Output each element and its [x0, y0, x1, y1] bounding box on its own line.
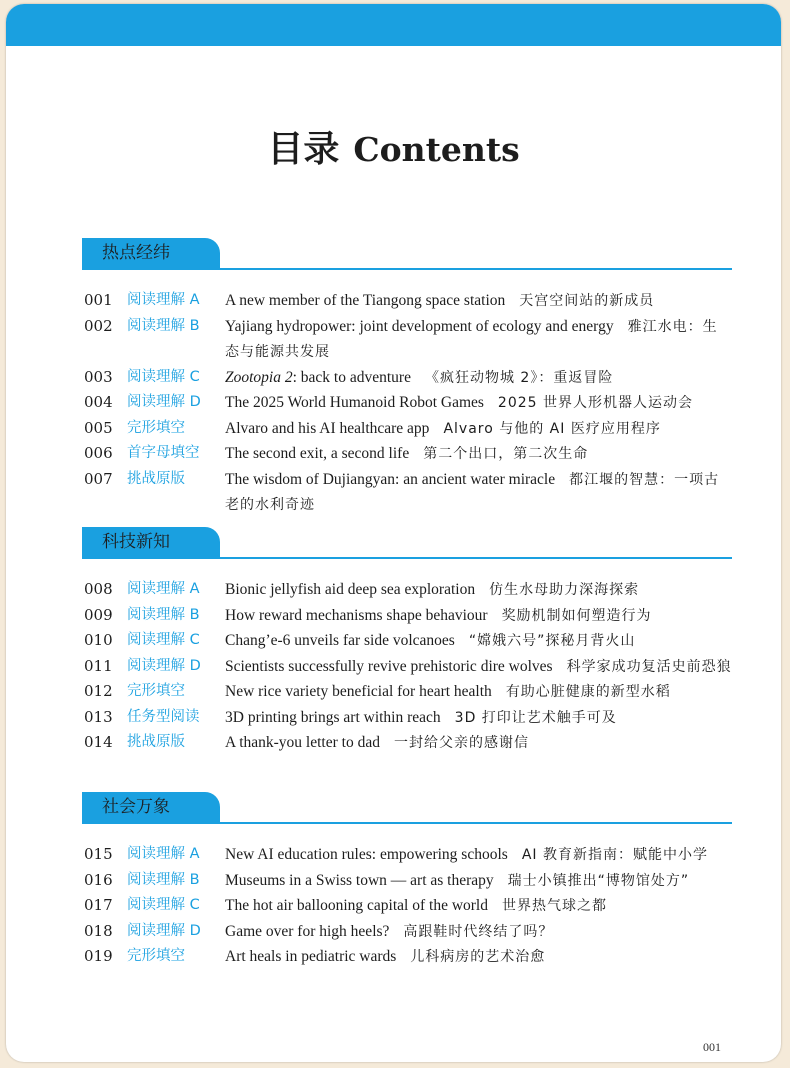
section-divider: [82, 557, 732, 559]
toc-entry[interactable]: [82, 868, 732, 894]
entry-type: 完形填空: [127, 683, 185, 699]
entry-type: 阅读理解 B: [127, 317, 200, 334]
entry-type: 阅读理解 C: [127, 632, 200, 648]
entry-title-en: Yajiang hydropower: joint development of ecology and energy: [225, 317, 614, 335]
entry-title: [225, 705, 732, 731]
entry-title-en: Alvaro and his AI healthcare app: [225, 419, 430, 437]
entry-title: [225, 441, 732, 467]
section-tab: 社会万象: [82, 792, 220, 822]
entry-title-en: A thank-you letter to dad: [225, 734, 380, 751]
toc-entry[interactable]: [82, 577, 732, 603]
toc-entry[interactable]: [82, 944, 732, 970]
entry-type: 阅读理解 A: [127, 292, 200, 308]
entry-type: 阅读理解 D: [127, 394, 201, 410]
toc-entry[interactable]: [82, 893, 732, 919]
entry-type: 阅读理解 B: [127, 871, 200, 888]
entry-number: 004: [84, 393, 113, 411]
section-tab: 热点经纬: [82, 238, 220, 268]
entry-title-cn: 奖励机制如何塑造行为: [501, 607, 652, 624]
toc-entry[interactable]: [82, 416, 732, 442]
toc-entry[interactable]: [82, 679, 732, 705]
entry-title: [225, 893, 732, 919]
entry-title-en: Game over for high heels?: [225, 922, 390, 940]
entry-title-cn: 瑞士小镇推出“博物馆处方”: [507, 872, 690, 889]
toc-entry[interactable]: [82, 919, 732, 945]
toc-entry[interactable]: [82, 441, 732, 467]
section-header: [82, 238, 732, 270]
entry-title-en: How reward mechanisms shape behaviour: [225, 606, 488, 624]
entry-title: [225, 730, 732, 756]
entry-title-cn: 高跟鞋时代终结了吗？: [403, 923, 554, 940]
entry-title-cn: 2025 世界人形机器人运动会: [497, 395, 694, 411]
toc-entry[interactable]: [82, 288, 732, 314]
entry-type: 阅读理解 A: [127, 581, 200, 597]
entry-title-cn: 天宫空间站的新成员: [519, 293, 655, 309]
toc-entry[interactable]: [82, 365, 732, 391]
toc-entry[interactable]: [82, 390, 732, 416]
section-divider: [82, 268, 732, 270]
page-title: [6, 121, 781, 172]
toc-entry[interactable]: [82, 730, 732, 756]
entry-title-en: A new member of the Tiangong space station: [225, 292, 506, 309]
entry-type: 挑战原版: [127, 734, 185, 750]
toc-entry[interactable]: [82, 467, 732, 518]
entry-title-en: New AI education rules: empowering schools: [225, 846, 508, 863]
entry-number: 017: [84, 896, 113, 914]
toc-list: [82, 842, 732, 970]
section-society: [82, 792, 732, 970]
entry-title-en: New rice variety beneficial for heart health: [225, 683, 492, 700]
entry-title-en: Museums in a Swiss town — art as therapy: [225, 871, 494, 889]
entry-title-cn: 一封给父亲的感谢信: [393, 735, 529, 751]
toc-entry[interactable]: [82, 842, 732, 868]
entry-number: 003: [84, 367, 113, 386]
entry-title-cn: 3D 打印让艺术触手可及: [454, 709, 617, 726]
entry-number: 009: [84, 605, 113, 624]
section-hotspot: [82, 238, 732, 518]
entry-title: [225, 842, 732, 868]
entry-title: [225, 467, 732, 518]
entry-number: 012: [84, 682, 113, 700]
entry-title: [225, 288, 732, 314]
toc-list: [82, 577, 732, 756]
entry-number: 015: [84, 845, 113, 863]
entry-title-cn: Alvaro 与他的 AI 医疗应用程序: [443, 420, 661, 437]
section-divider: [82, 822, 732, 824]
toc-entry[interactable]: [82, 705, 732, 731]
entry-title: [225, 314, 732, 365]
entry-number: 006: [84, 444, 113, 462]
toc-entry[interactable]: [82, 314, 732, 365]
section-technology: [82, 527, 732, 756]
entry-number: 007: [84, 469, 113, 488]
entry-title-en: The 2025 World Humanoid Robot Games: [225, 394, 484, 411]
entry-title: [225, 577, 732, 603]
section-tab: 科技新知: [82, 527, 220, 557]
entry-title-en: The hot air ballooning capital of the world: [225, 897, 488, 914]
entry-title-cn: 科学家成功复活史前恐狼: [566, 658, 732, 675]
entry-type: 挑战原版: [127, 470, 185, 487]
header-bar: [6, 4, 781, 46]
section-header: [82, 527, 732, 559]
toc-entry[interactable]: [82, 628, 732, 654]
entry-title-en: Zootopia 2: back to adventure: [225, 368, 411, 386]
entry-title: [225, 679, 732, 705]
entry-number: 011: [84, 656, 113, 675]
entry-title-en: The wisdom of Dujiangyan: an ancient water miracle: [225, 470, 556, 488]
entry-type: 阅读理解 B: [127, 606, 200, 623]
entry-type: 首字母填空: [127, 445, 200, 461]
entry-title-en: Bionic jellyfish aid deep sea exploration: [225, 581, 476, 598]
title-en: Contents: [353, 130, 520, 169]
title-cn: 目录: [267, 129, 340, 170]
entry-type: 阅读理解 C: [127, 897, 200, 913]
entry-title-cn: 仿生水母助力深海探索: [489, 582, 640, 598]
entry-title-cn: 雅江水电：生态与能源共发展: [225, 318, 718, 360]
entry-title: [225, 654, 732, 680]
entry-type: 完形填空: [127, 419, 185, 436]
entry-type: 阅读理解 C: [127, 368, 200, 385]
toc-entry[interactable]: [82, 603, 732, 629]
section-header: [82, 792, 732, 824]
entry-title: [225, 365, 732, 391]
entry-number: 013: [84, 707, 113, 726]
entry-title-cn: “嫦娥六号”探秘月背火山: [468, 633, 636, 649]
entry-title: [225, 919, 732, 945]
entry-title-en: Chang’e-6 unveils far side volcanoes: [225, 632, 455, 649]
entry-title: [225, 868, 732, 894]
entry-number: 018: [84, 921, 113, 940]
entry-title: [225, 416, 732, 442]
entry-type: 阅读理解 D: [127, 922, 201, 939]
entry-title: [225, 944, 732, 970]
entry-title-cn: 有助心脏健康的新型水稻: [505, 684, 671, 700]
entry-title-cn: 《疯狂动物城 2》：重返冒险: [424, 369, 614, 386]
entry-type: 任务型阅读: [127, 708, 200, 725]
entry-title-en: Scientists successfully revive prehistoric dire wolves: [225, 657, 553, 675]
entry-number: 005: [84, 418, 113, 437]
entry-number: 002: [84, 316, 113, 335]
toc-entry[interactable]: [82, 654, 732, 680]
entry-number: 001: [84, 291, 113, 309]
entry-title-en: Art heals in pediatric wards: [225, 948, 397, 965]
entry-title: [225, 390, 732, 416]
entry-title: [225, 628, 732, 654]
entry-number: 008: [84, 580, 113, 598]
entry-title-en: 3D printing brings art within reach: [225, 708, 441, 726]
entry-title-cn: AI 教育新指南：赋能中小学: [521, 847, 708, 863]
entry-type: 阅读理解 A: [127, 846, 200, 862]
toc-list: [82, 288, 732, 518]
entry-type: 完形填空: [127, 948, 185, 964]
entry-title-en: The second exit, a second life: [225, 445, 410, 462]
page-number: 001: [703, 1040, 721, 1054]
entry-title-cn: 世界热气球之都: [502, 898, 607, 914]
page: [6, 4, 781, 1062]
entry-title-cn: 都江堰的智慧：一项古老的水利奇迹: [225, 471, 720, 513]
entry-number: 014: [84, 733, 113, 751]
entry-title-cn: 儿科病房的艺术治愈: [410, 949, 546, 965]
entry-title-cn: 第二个出口，第二次生命: [423, 446, 589, 462]
entry-number: 016: [84, 870, 113, 889]
entry-number: 019: [84, 947, 113, 965]
entry-type: 阅读理解 D: [127, 657, 201, 674]
entry-title: [225, 603, 732, 629]
entry-number: 010: [84, 631, 113, 649]
